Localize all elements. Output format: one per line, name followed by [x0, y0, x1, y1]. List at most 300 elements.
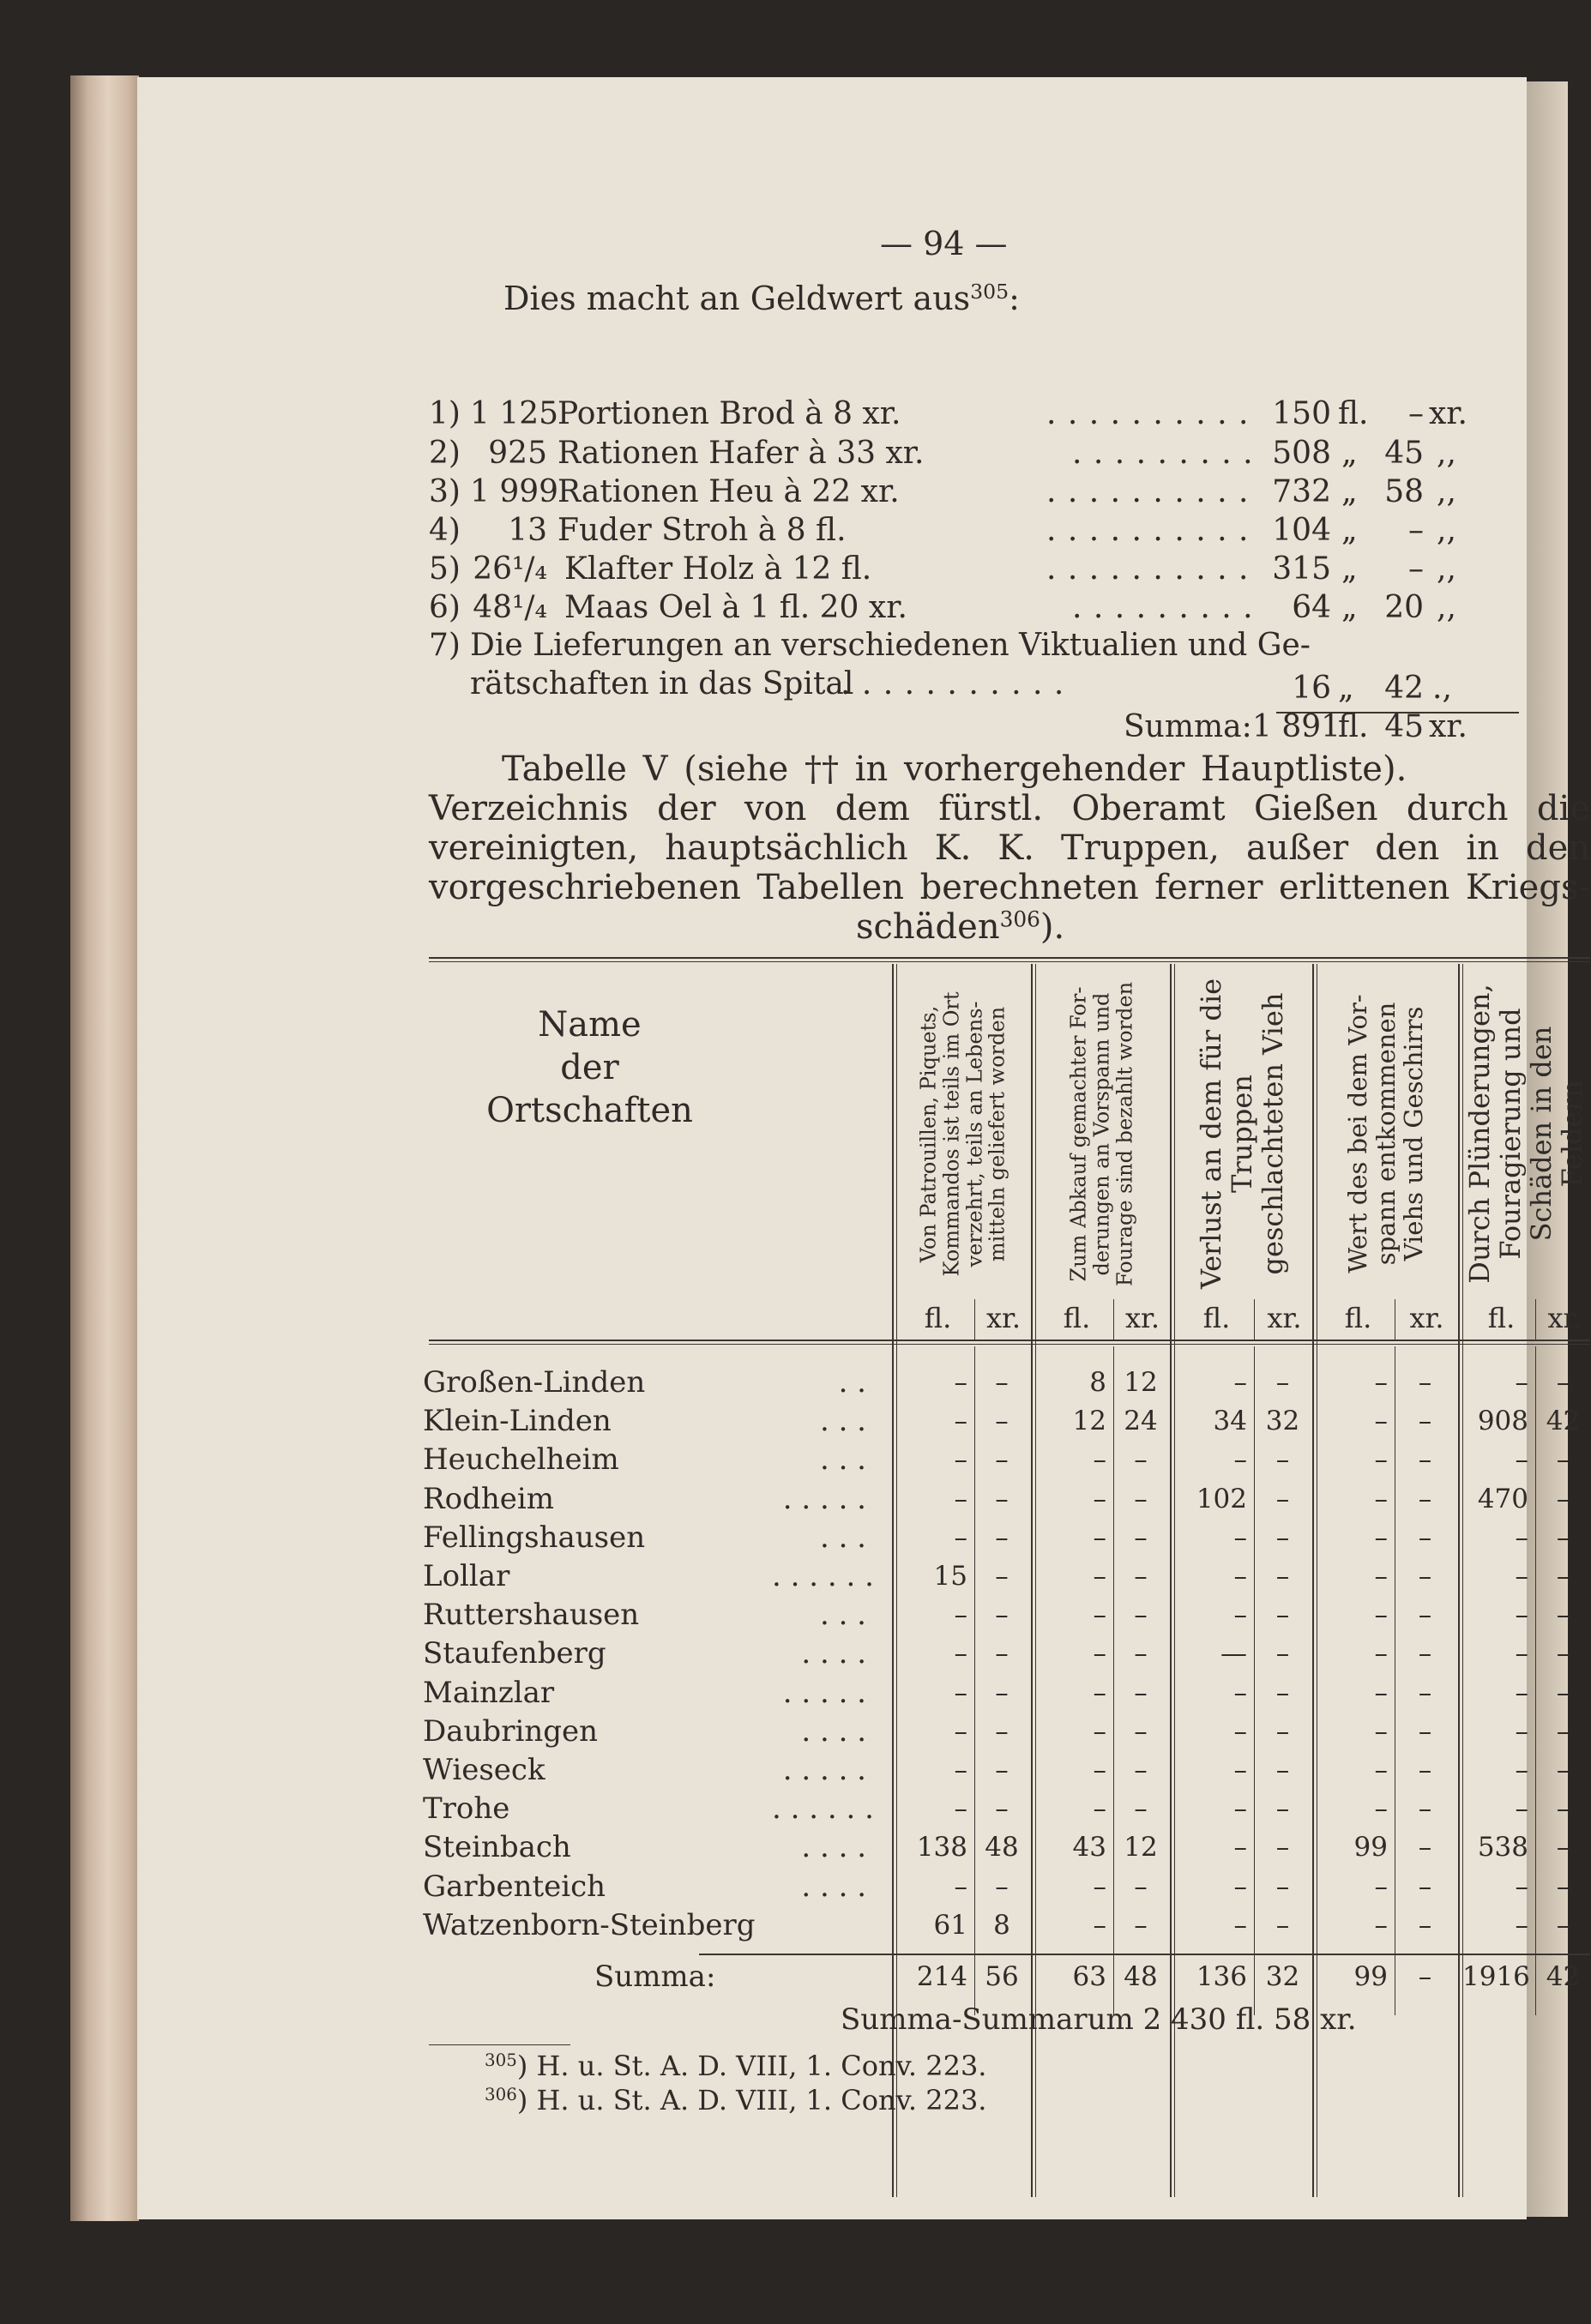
- cell-fl: –: [1093, 1599, 1106, 1630]
- header-unit-divider: [1535, 1299, 1536, 1340]
- cell-fl: –: [1515, 1444, 1528, 1475]
- town-name: Garbenteich: [423, 1869, 606, 1904]
- cell-fl: –: [1093, 1444, 1106, 1475]
- item-xr-unit: ,,: [1437, 590, 1456, 625]
- cell-fl: –: [1233, 1444, 1247, 1475]
- cell-xr: –: [1275, 1677, 1290, 1708]
- summa-fl: 214: [916, 1961, 967, 1992]
- column-unit-fl: fl.: [1063, 1302, 1091, 1334]
- table-sum-rule: [699, 1954, 1590, 1955]
- cell-xr: –: [1275, 1522, 1290, 1553]
- body-column-rule: [1170, 1346, 1172, 2015]
- town-name: Rodheim: [423, 1482, 554, 1516]
- cell-xr: –: [1275, 1793, 1290, 1824]
- table-title-line2: Verzeichnis der von dem fürstl. Oberamt Gießen durch die: [429, 789, 1590, 828]
- item-dots: . . . . . . . . . .: [1046, 513, 1250, 548]
- cell-fl: –: [954, 1522, 967, 1553]
- summa-xr-unit: xr.: [1429, 709, 1467, 744]
- cell-xr: –: [1556, 1910, 1570, 1941]
- intro-line: Dies macht an Geldwert aus$^{305}$:: [503, 280, 1020, 317]
- cell-fl: –: [1233, 1716, 1247, 1747]
- cell-xr: –: [1275, 1716, 1290, 1747]
- cell-xr: –: [1134, 1484, 1148, 1514]
- town-dots: . . . .: [801, 1830, 866, 1864]
- summa-xr: 32: [1265, 1961, 1300, 1992]
- item-description: Maas Oel à 1 fl. 20 xr.: [564, 590, 907, 625]
- cell-fl: –: [954, 1755, 967, 1785]
- item-fl: 508: [1272, 436, 1331, 471]
- cell-xr: –: [1134, 1793, 1148, 1824]
- page-number: — 94 —: [880, 225, 1008, 262]
- town-dots: . . . . . .: [772, 1791, 874, 1826]
- cell-fl: –: [1093, 1793, 1106, 1824]
- cell-xr: –: [1275, 1755, 1290, 1785]
- item-quantity: 1 125: [470, 396, 559, 431]
- item-description: Rationen Hafer à 33 xr.: [557, 436, 925, 471]
- cell-xr: –: [1418, 1406, 1432, 1436]
- cell-xr: –: [1556, 1793, 1570, 1824]
- cell-fl: –: [1374, 1871, 1388, 1902]
- cell-fl: –: [954, 1677, 967, 1708]
- cell-fl: –: [1233, 1677, 1247, 1708]
- cell-xr: –: [1556, 1755, 1570, 1785]
- cell-fl: 43: [1072, 1832, 1106, 1863]
- town-name: Staufenberg: [423, 1636, 606, 1671]
- cell-fl: –: [1233, 1910, 1247, 1941]
- cell-xr: –: [995, 1444, 1009, 1475]
- cell-fl: –: [954, 1793, 967, 1824]
- cell-fl: –: [1374, 1599, 1388, 1630]
- cell-fl: –: [1374, 1406, 1388, 1436]
- cell-xr: –: [1134, 1716, 1148, 1747]
- item-xr-unit: ,,: [1437, 436, 1456, 471]
- cell-xr: –: [1275, 1910, 1290, 1941]
- cell-fl: –: [1515, 1367, 1528, 1398]
- summa-fl: 1916: [1462, 1961, 1530, 1992]
- cell-xr: –: [1418, 1444, 1432, 1475]
- cell-xr: –: [1418, 1638, 1432, 1669]
- book-page-edge: [70, 75, 139, 2221]
- town-name: Heuchelheim: [423, 1442, 619, 1477]
- cell-fl: –: [1233, 1367, 1247, 1398]
- cell-xr: –: [1134, 1522, 1148, 1553]
- table-header-rule-inner: [429, 1344, 1590, 1345]
- cell-fl: –: [1093, 1677, 1106, 1708]
- cell-xr: –: [1556, 1677, 1570, 1708]
- town-dots: . . .: [819, 1404, 866, 1438]
- table-header-rule: [429, 1340, 1590, 1341]
- cell-xr: –: [1418, 1599, 1432, 1630]
- cell-fl: –: [1233, 1522, 1247, 1553]
- item-fl-unit: fl.: [1338, 396, 1369, 431]
- item-xr: 45: [1384, 436, 1424, 471]
- cell-fl: –: [1374, 1367, 1388, 1398]
- cell-xr: –: [1418, 1716, 1432, 1747]
- cell-xr: –: [995, 1561, 1009, 1592]
- summa-xr: –: [1418, 1961, 1432, 1992]
- cell-xr: –: [1275, 1832, 1290, 1863]
- cell-xr: –: [1556, 1832, 1570, 1863]
- cell-fl: –: [1515, 1793, 1528, 1824]
- item-fl-unit: „: [1341, 513, 1358, 548]
- town-name: Trohe: [423, 1791, 510, 1826]
- cell-fl: –: [1374, 1910, 1388, 1941]
- item-7-fl-unit: „: [1338, 671, 1354, 706]
- cell-xr: –: [995, 1406, 1009, 1436]
- item-xr: 20: [1384, 590, 1424, 625]
- town-name: Fellingshausen: [423, 1520, 646, 1555]
- item-fl: 315: [1272, 551, 1331, 587]
- cell-fl: –: [1515, 1871, 1528, 1902]
- cell-xr: –: [1134, 1910, 1148, 1941]
- cell-fl: –: [1374, 1638, 1388, 1669]
- cell-xr: 42: [1546, 1406, 1581, 1436]
- summa-fl: 99: [1353, 1961, 1388, 1992]
- town-dots: . . .: [819, 1442, 866, 1477]
- summa-fl: 63: [1072, 1961, 1106, 1992]
- cell-fl: –: [1374, 1561, 1388, 1592]
- cell-fl: 61: [933, 1910, 967, 1941]
- cell-xr: –: [1275, 1367, 1290, 1398]
- cell-fl: 8: [1089, 1367, 1106, 1398]
- item-xr-unit: ,,: [1437, 513, 1456, 548]
- cell-fl: –: [1374, 1444, 1388, 1475]
- summa-fl: 136: [1196, 1961, 1247, 1992]
- item-xr: 58: [1384, 474, 1424, 509]
- cell-fl: –: [1093, 1910, 1106, 1941]
- header-unit-divider: [1113, 1299, 1114, 1340]
- item-7-line1: Die Lieferungen an verschiedenen Viktualien und Ge-: [470, 628, 1311, 663]
- cell-fl: –: [1515, 1599, 1528, 1630]
- cell-xr: 32: [1265, 1406, 1300, 1436]
- item-number: 3): [429, 474, 461, 509]
- item-number: 4): [429, 513, 461, 548]
- summa-xr: 45: [1384, 709, 1424, 744]
- column-header-3: Verlust an dem für die Truppen geschlachteten Vieh: [1195, 978, 1289, 1290]
- cell-xr: –: [1418, 1522, 1432, 1553]
- column-unit-fl: fl.: [1487, 1302, 1516, 1334]
- item-quantity: 26¹/₄: [473, 551, 547, 587]
- cell-fl: –: [1233, 1755, 1247, 1785]
- body-column-rule: [1458, 1346, 1460, 2015]
- cell-fl: –: [1515, 1677, 1528, 1708]
- cell-fl: –: [1233, 1793, 1247, 1824]
- item-quantity: 13: [508, 513, 547, 548]
- cell-xr: 12: [1124, 1832, 1158, 1863]
- cell-xr: –: [1556, 1367, 1570, 1398]
- cell-fl: –: [1374, 1793, 1388, 1824]
- cell-xr: –: [995, 1638, 1009, 1669]
- cell-fl: 538: [1477, 1832, 1528, 1863]
- cell-xr: –: [1556, 1716, 1570, 1747]
- cell-fl: 12: [1072, 1406, 1106, 1436]
- cell-fl: –: [954, 1716, 967, 1747]
- cell-xr: 48: [985, 1832, 1019, 1863]
- item-7-number: 7): [429, 628, 461, 663]
- column-unit-xr: xr.: [1409, 1302, 1444, 1334]
- column-unit-fl: fl.: [1344, 1302, 1372, 1334]
- column-header-2: Zum Abkauf gemachter For-derungen an Vorspann und Fourage sind bezahlt worden: [1066, 981, 1136, 1286]
- cell-xr: –: [1556, 1638, 1570, 1669]
- item-fl: 104: [1272, 513, 1331, 548]
- cell-fl: –: [1515, 1522, 1528, 1553]
- body-unit-divider: [974, 1346, 975, 2015]
- item-fl-unit: „: [1341, 590, 1358, 625]
- town-dots: . . . . .: [782, 1676, 866, 1710]
- item-xr-unit: ,,: [1437, 474, 1456, 509]
- town-dots: . . . .: [801, 1714, 866, 1749]
- item-fl: 150: [1272, 396, 1331, 431]
- item-7-dots: . . . . . . . . . . .: [841, 666, 1065, 701]
- cell-fl: –: [1233, 1599, 1247, 1630]
- body-unit-divider: [1254, 1346, 1255, 2015]
- body-unit-divider: [1535, 1346, 1536, 2015]
- item-number: 1): [429, 396, 461, 431]
- summa-xr: 48: [1124, 1961, 1158, 1992]
- cell-xr: –: [995, 1484, 1009, 1514]
- cell-xr: –: [1418, 1910, 1432, 1941]
- cell-fl: –: [954, 1599, 967, 1630]
- item-quantity: 925: [488, 436, 547, 471]
- cell-xr: –: [1275, 1599, 1290, 1630]
- cell-fl: –: [1093, 1755, 1106, 1785]
- item-xr: –: [1408, 396, 1424, 431]
- cell-fl: –: [1515, 1755, 1528, 1785]
- cell-xr: –: [1275, 1561, 1290, 1592]
- item-number: 5): [429, 551, 461, 587]
- table-title-line5: schäden$^{306}$).: [856, 906, 1065, 947]
- item-fl: 64: [1292, 590, 1331, 625]
- cell-xr: –: [1418, 1561, 1432, 1592]
- town-name: Mainzlar: [423, 1676, 555, 1710]
- header-unit-divider: [974, 1299, 975, 1340]
- cell-xr: 24: [1124, 1406, 1158, 1436]
- column-unit-xr: xr.: [986, 1302, 1021, 1334]
- column-unit-fl: fl.: [924, 1302, 952, 1334]
- cell-fl: –: [1515, 1638, 1528, 1669]
- header-unit-divider: [1254, 1299, 1255, 1340]
- cell-fl: –: [1233, 1871, 1247, 1902]
- cell-fl: –: [1515, 1910, 1528, 1941]
- cell-fl: 138: [916, 1832, 967, 1863]
- name-column-header: Name der Ortschaften: [486, 1005, 693, 1130]
- cell-xr: –: [1134, 1677, 1148, 1708]
- cell-fl: –: [1374, 1484, 1388, 1514]
- cell-fl: –: [1233, 1832, 1247, 1863]
- item-quantity: 48¹/₄: [473, 590, 547, 625]
- column-unit-xr: xr.: [1125, 1302, 1160, 1334]
- cell-fl: –: [954, 1871, 967, 1902]
- cell-xr: –: [995, 1871, 1009, 1902]
- cell-fl: 99: [1353, 1832, 1388, 1863]
- town-dots: . . . . .: [782, 1482, 866, 1516]
- cell-xr: –: [1418, 1367, 1432, 1398]
- cell-fl: —: [1220, 1638, 1247, 1669]
- summa-label: Summa:: [1124, 709, 1252, 744]
- column-header-1: Von Patrouillen, Piquets, Kommandos ist teils im Ort verzehrt, teils an Lebens-mitteln geliefert worden: [915, 990, 1009, 1277]
- cell-fl: –: [1093, 1561, 1106, 1592]
- cell-xr: –: [1556, 1599, 1570, 1630]
- cell-fl: –: [1093, 1871, 1106, 1902]
- cell-xr: –: [1275, 1871, 1290, 1902]
- town-name: Klein-Linden: [423, 1404, 612, 1438]
- item-fl: 732: [1272, 474, 1331, 509]
- item-7-fl: 16: [1292, 671, 1331, 706]
- footnote-306: $^{306}$) H. u. St. A. D. VIII, 1. Conv. 223.: [485, 2084, 987, 2116]
- cell-fl: –: [1374, 1716, 1388, 1747]
- item-xr-unit: xr.: [1429, 396, 1467, 431]
- item-dots: . . . . . . . . . .: [1046, 551, 1250, 587]
- item-quantity: 1 999: [470, 474, 559, 509]
- cell-fl: –: [954, 1444, 967, 1475]
- cell-xr: –: [995, 1367, 1009, 1398]
- cell-xr: –: [1418, 1484, 1432, 1514]
- cell-xr: –: [995, 1793, 1009, 1824]
- cell-xr: –: [995, 1755, 1009, 1785]
- cell-xr: –: [1418, 1871, 1432, 1902]
- cell-xr: –: [1134, 1755, 1148, 1785]
- cell-xr: –: [1418, 1832, 1432, 1863]
- town-dots: . . .: [819, 1598, 866, 1632]
- summa-xr: 56: [985, 1961, 1019, 1992]
- town-dots: . . . .: [801, 1869, 866, 1904]
- cell-fl: 34: [1213, 1406, 1247, 1436]
- cell-xr: –: [1556, 1561, 1570, 1592]
- column-header-4: Wert des bei dem Vor-spann entkommenen Viehs und Geschirrs: [1343, 994, 1429, 1273]
- cell-xr: –: [1556, 1444, 1570, 1475]
- cell-xr: –: [995, 1716, 1009, 1747]
- cell-fl: –: [1093, 1638, 1106, 1669]
- cell-fl: –: [954, 1484, 967, 1514]
- grand-total: Summa-Summarum 2 430 fl. 58 xr.: [841, 2002, 1357, 2037]
- cell-xr: –: [995, 1677, 1009, 1708]
- footnote-ref-305: 305: [970, 280, 1009, 304]
- footnote-305: $^{305}$) H. u. St. A. D. VIII, 1. Conv. 223.: [485, 2050, 987, 2082]
- town-dots: . . . .: [801, 1636, 866, 1671]
- cell-fl: 102: [1196, 1484, 1247, 1514]
- cell-xr: –: [1556, 1871, 1570, 1902]
- item-description: Fuder Stroh à 8 fl.: [557, 513, 847, 548]
- cell-fl: –: [1093, 1716, 1106, 1747]
- cell-fl: –: [954, 1406, 967, 1436]
- cell-xr: –: [1418, 1677, 1432, 1708]
- cell-fl: –: [1515, 1716, 1528, 1747]
- item-7-line2: rätschaften in das Spital: [470, 666, 854, 701]
- town-name: Daubringen: [423, 1714, 598, 1749]
- cell-fl: –: [954, 1638, 967, 1669]
- cell-fl: 15: [933, 1561, 967, 1592]
- item-dots: . . . . . . . . .: [1072, 590, 1254, 625]
- item-7-xr-unit: .,: [1432, 671, 1452, 706]
- town-dots: . . . . .: [782, 1753, 866, 1787]
- cell-fl: –: [954, 1367, 967, 1398]
- town-name: Steinbach: [423, 1830, 571, 1864]
- item-number: 6): [429, 590, 461, 625]
- item-dots: . . . . . . . . .: [1072, 436, 1254, 471]
- item-xr: –: [1408, 513, 1424, 548]
- town-name: Watzenborn-Steinberg: [423, 1908, 756, 1942]
- column-unit-xr: xr.: [1267, 1302, 1302, 1334]
- summa-row-label: Summa:: [594, 1960, 716, 1994]
- cell-fl: –: [1374, 1522, 1388, 1553]
- item-dots: . . . . . . . . . .: [1046, 396, 1250, 431]
- body-column-rule: [892, 1346, 894, 2015]
- item-number: 2): [429, 436, 461, 471]
- item-xr: –: [1408, 551, 1424, 587]
- body-column-rule: [1312, 1346, 1314, 2015]
- column-unit-fl: fl.: [1202, 1302, 1231, 1334]
- town-name: Wieseck: [423, 1753, 545, 1787]
- cell-xr: –: [1418, 1755, 1432, 1785]
- cell-xr: –: [995, 1599, 1009, 1630]
- summa-fl: 1 891: [1252, 709, 1341, 744]
- cell-xr: –: [1418, 1793, 1432, 1824]
- town-name: Ruttershausen: [423, 1598, 640, 1632]
- item-xr-unit: ,,: [1437, 551, 1456, 587]
- cell-fl: –: [1515, 1561, 1528, 1592]
- town-dots: . .: [838, 1365, 866, 1400]
- cell-xr: –: [1556, 1484, 1570, 1514]
- cell-xr: –: [1134, 1444, 1148, 1475]
- body-unit-divider: [1113, 1346, 1114, 2015]
- table-top-rule: [429, 957, 1590, 959]
- book-page: [137, 77, 1590, 2219]
- footnote-ref-306: 306: [999, 906, 1040, 932]
- item-7-xr: 42: [1384, 671, 1424, 706]
- town-dots: . . .: [819, 1520, 866, 1555]
- item-description: Rationen Heu à 22 xr.: [557, 474, 900, 509]
- item-fl-unit: „: [1341, 436, 1358, 471]
- cell-xr: 12: [1124, 1367, 1158, 1398]
- town-name: Großen-Linden: [423, 1365, 646, 1400]
- item-description: Klafter Holz à 12 fl.: [564, 551, 872, 587]
- table-top-rule-inner: [429, 961, 1590, 962]
- cell-xr: –: [995, 1522, 1009, 1553]
- cell-xr: –: [1275, 1444, 1290, 1475]
- table-title-line4: vorgeschriebenen Tabellen berechneten ferner erlittenen Kriegs-: [429, 868, 1590, 907]
- column-unit-xr: xr.: [1547, 1302, 1582, 1334]
- column-header-5: Durch Plünderungen, Fouragierung und Schäden in den Feldern: [1463, 984, 1588, 1284]
- cell-fl: 470: [1477, 1484, 1528, 1514]
- cell-fl: –: [1374, 1677, 1388, 1708]
- cell-xr: –: [1134, 1871, 1148, 1902]
- cell-xr: 8: [993, 1910, 1010, 1941]
- cell-xr: –: [1275, 1638, 1290, 1669]
- body-column-rule: [1031, 1346, 1033, 2015]
- table-title-line3: vereinigten, hauptsächlich K. K. Truppen, außer den in den: [429, 828, 1590, 868]
- summa-xr: 42: [1546, 1961, 1581, 1992]
- cell-fl: –: [1093, 1522, 1106, 1553]
- item-fl-unit: „: [1341, 551, 1358, 587]
- cell-xr: –: [1134, 1638, 1148, 1669]
- cell-fl: –: [1233, 1561, 1247, 1592]
- summa-fl-unit: fl.: [1338, 709, 1369, 744]
- cell-fl: –: [1374, 1755, 1388, 1785]
- cell-xr: –: [1134, 1561, 1148, 1592]
- cell-xr: –: [1275, 1484, 1290, 1514]
- item-description: Portionen Brod à 8 xr.: [557, 396, 901, 431]
- town-dots: . . . . . .: [772, 1559, 874, 1593]
- cell-xr: –: [1556, 1522, 1570, 1553]
- table-title-line1: Tabelle V (siehe †† in vorhergehender Hauptliste).: [502, 750, 1407, 789]
- item-fl-unit: „: [1341, 474, 1358, 509]
- town-name: Lollar: [423, 1559, 510, 1593]
- cell-xr: –: [1134, 1599, 1148, 1630]
- cell-fl: 908: [1477, 1406, 1528, 1436]
- footnote-rule: [429, 2044, 570, 2045]
- cell-fl: –: [1093, 1484, 1106, 1514]
- item-dots: . . . . . . . . . .: [1046, 474, 1250, 509]
